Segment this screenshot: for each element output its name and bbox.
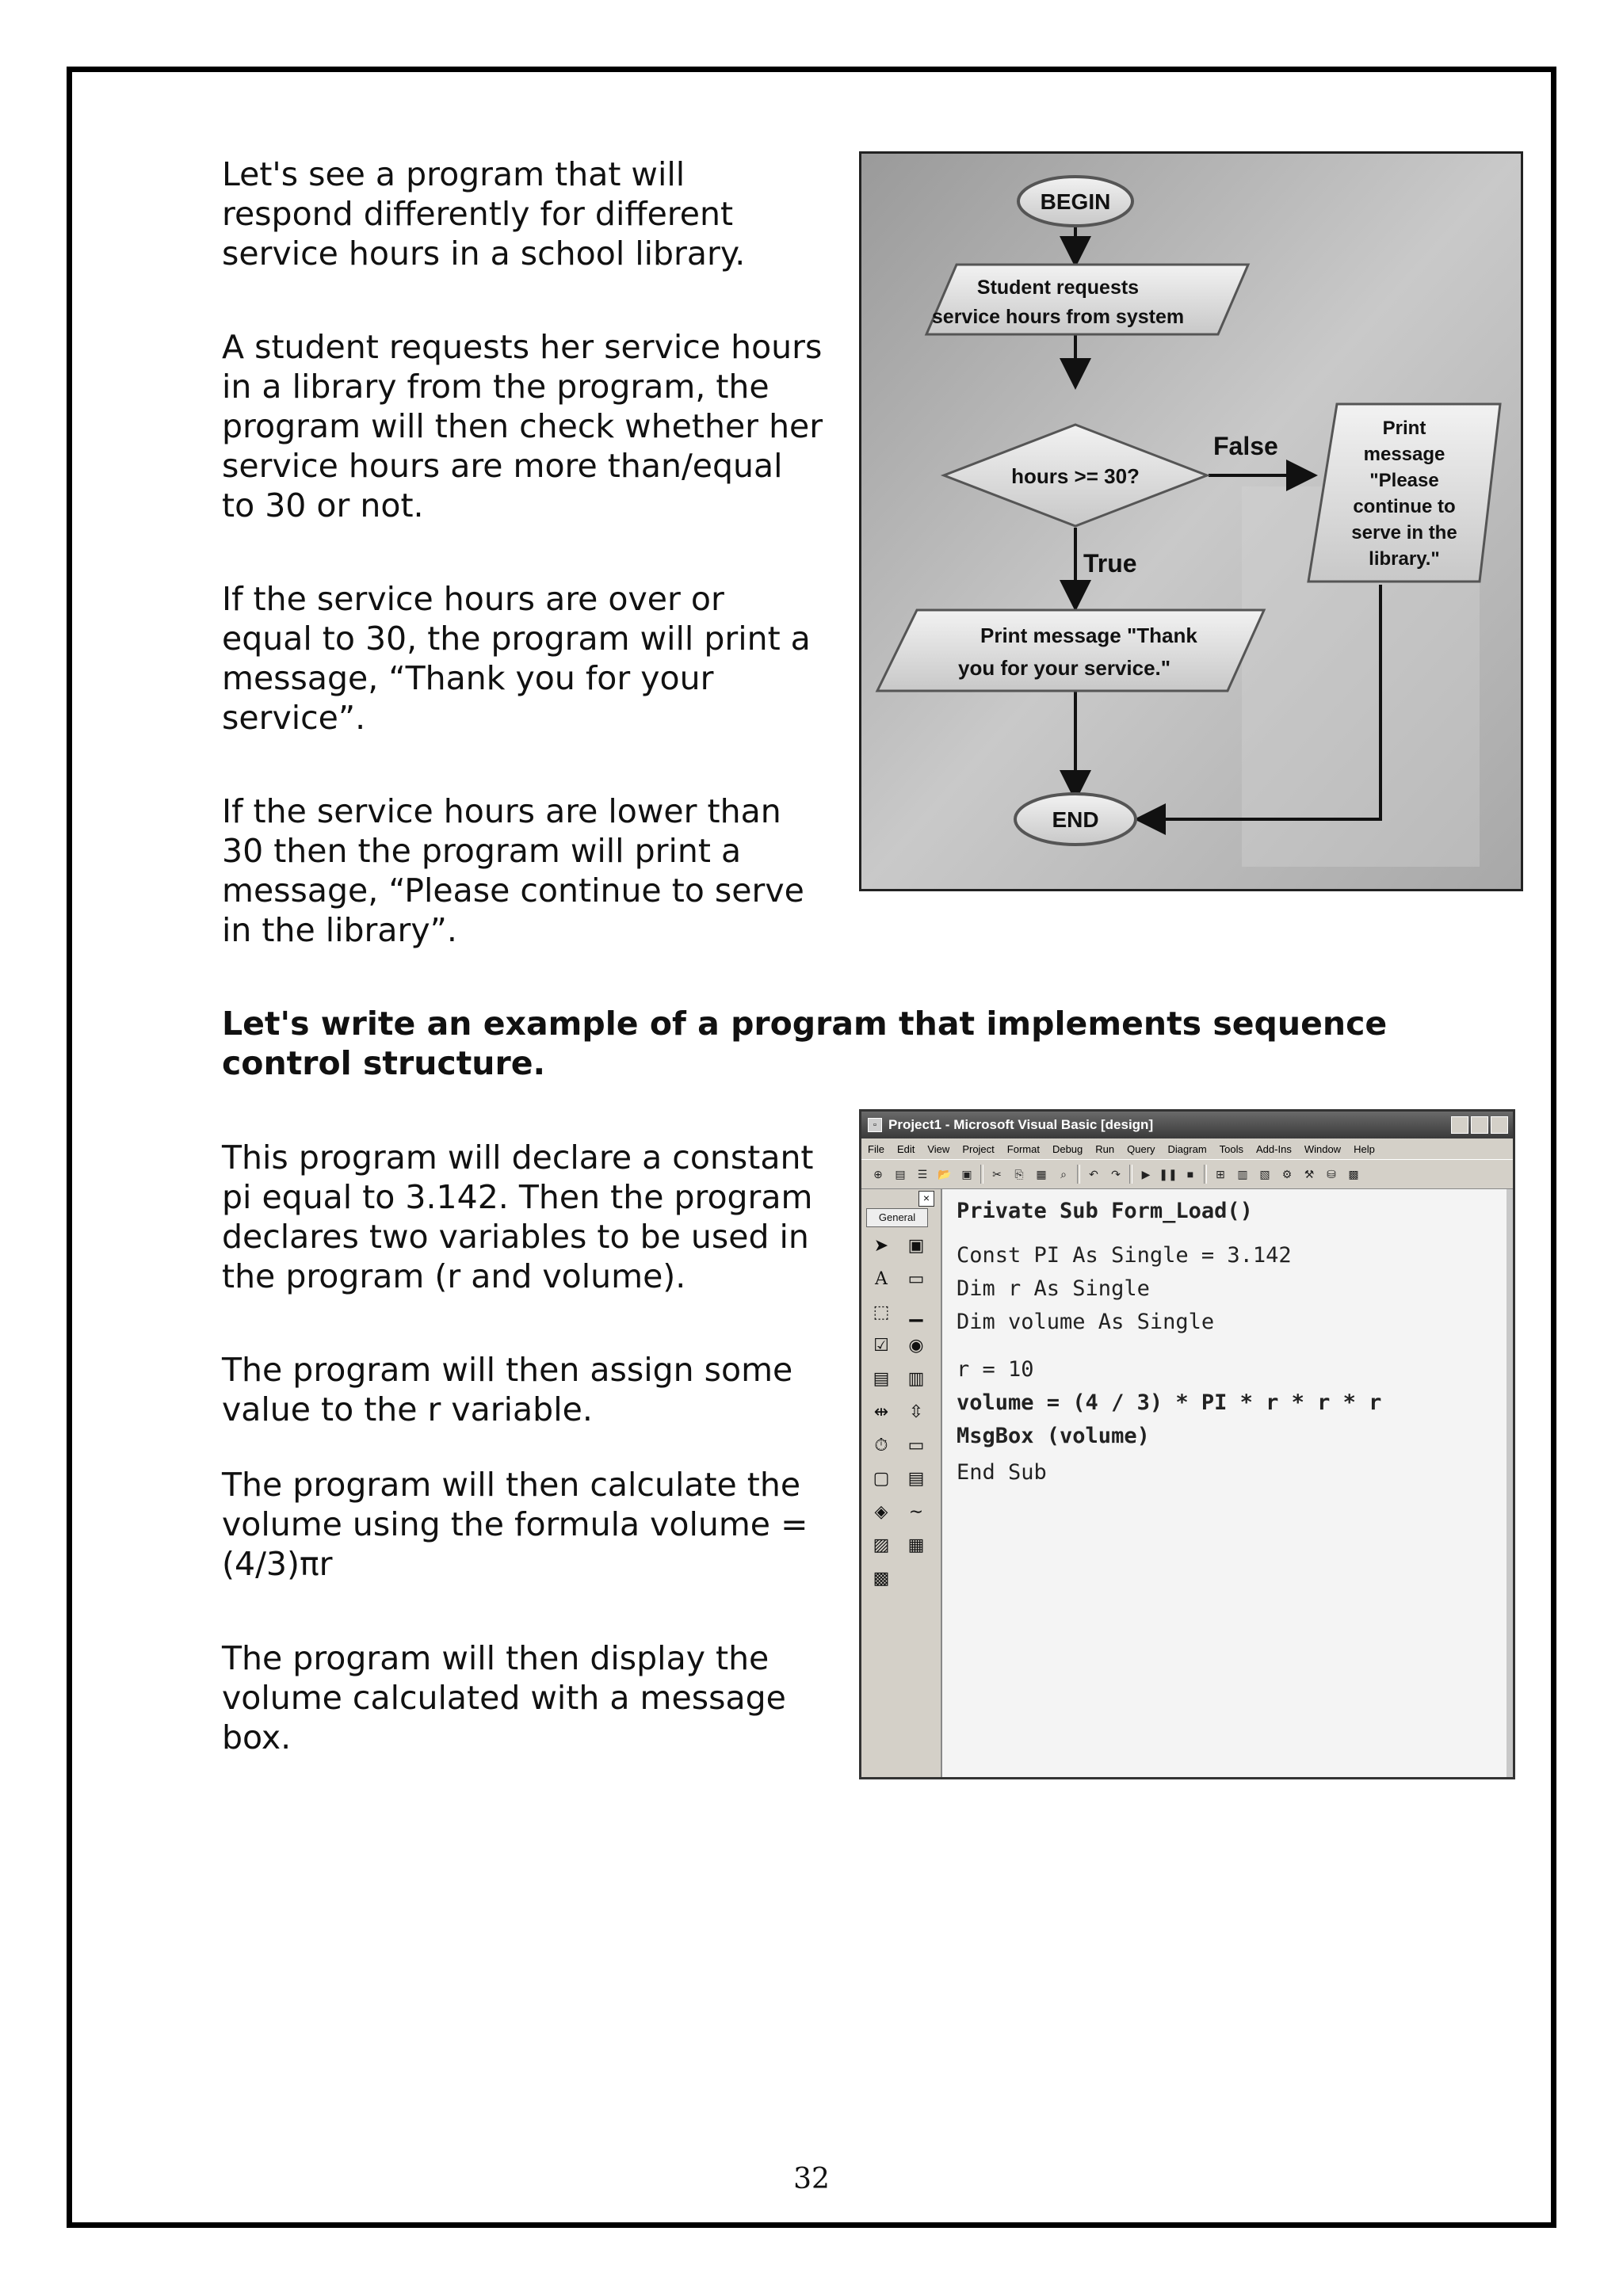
calculate-paragraph [222, 1465, 808, 1584]
vb-menu-bar [861, 1138, 1513, 1159]
code-line: MsgBox (volume) [957, 1424, 1150, 1448]
stop-icon: ■ [1186, 1168, 1194, 1180]
form-layout-icon: ▧ [1259, 1167, 1270, 1180]
optionbutton-icon: ◉ [908, 1335, 924, 1355]
menu-edit: Edit [896, 1142, 915, 1155]
text-line: volume calculated with a message [222, 1679, 786, 1717]
text-line: (4/3)πr [222, 1545, 333, 1583]
code-line: Const PI As Single = 3.142 [957, 1243, 1292, 1268]
save-icon: ▣ [961, 1167, 972, 1180]
input-label-line: service hours from system [931, 306, 1185, 328]
text-line: to 30 or not. [222, 486, 424, 524]
menu-query: Query [1127, 1142, 1155, 1155]
vscrollbar-icon: ⇳ [908, 1402, 924, 1421]
menu-run: Run [1095, 1142, 1115, 1155]
dirlistbox-icon: ▢ [873, 1468, 890, 1488]
print-true-line: you for your service." [958, 656, 1171, 680]
text-line: The program will then assign some [222, 1351, 793, 1389]
text-line: 30 then the program will print a [222, 832, 742, 870]
text-line: If the service hours are lower than [222, 792, 781, 830]
menu-editor-icon: ☰ [917, 1167, 928, 1180]
toolbar-separator [1204, 1165, 1207, 1184]
toolbar-separator [1077, 1165, 1080, 1184]
copy-icon: ⎘ [1014, 1167, 1024, 1180]
picturebox-icon: ▣ [907, 1235, 925, 1255]
print-false-line: continue to [1353, 496, 1456, 517]
component-manager-icon: ▩ [1348, 1167, 1359, 1180]
text-line: box. [222, 1718, 292, 1756]
find-icon: ⌕ [1060, 1167, 1067, 1180]
end-label: END [1052, 807, 1099, 832]
vb-app-icon: ▫ [868, 1118, 882, 1132]
text-line: This program will declare a constant [222, 1138, 814, 1177]
data-icon: ▦ [907, 1535, 925, 1554]
text-line: Let's see a program that will [222, 155, 685, 193]
text-line: A student requests her service hours [222, 328, 823, 366]
menu-diagram: Diagram [1167, 1142, 1207, 1155]
combobox-icon: ▤ [873, 1368, 890, 1388]
text-line: in a library from the program, the [222, 368, 769, 406]
cut-icon: ✂ [992, 1167, 1002, 1180]
project-explorer-icon: ⊞ [1216, 1167, 1225, 1180]
add-project-icon: ⊕ [873, 1167, 883, 1180]
page-number: 32 [793, 2163, 830, 2195]
toolbar-separator [1129, 1165, 1132, 1184]
text-line: value to the r variable. [222, 1390, 593, 1428]
print-false-line: message [1363, 444, 1445, 465]
menu-project: Project [962, 1142, 995, 1155]
close-icon [1491, 1116, 1508, 1134]
declare-paragraph [222, 1138, 814, 1296]
text-line: in the library”. [222, 911, 457, 949]
object-browser-icon: ⚙ [1281, 1167, 1293, 1180]
frame-icon: ⬚ [873, 1302, 890, 1322]
vb-body [861, 1189, 1513, 1777]
listbox-icon: ▥ [907, 1368, 925, 1388]
text-line: service hours in a school library. [222, 235, 746, 273]
text-line: message, “Thank you for your [222, 659, 714, 697]
commandbutton-icon: ▁ [909, 1302, 923, 1322]
menu-view: View [927, 1142, 950, 1155]
menu-tools: Tools [1219, 1142, 1244, 1155]
menu-help: Help [1354, 1142, 1375, 1155]
intro-paragraph [222, 154, 745, 273]
code-line: Dim volume As Single [957, 1310, 1215, 1334]
toolbox-panel [861, 1189, 942, 1777]
shape-icon: ◈ [874, 1501, 888, 1521]
true-label: True [1083, 549, 1137, 578]
checkbox-icon: ☑ [873, 1335, 889, 1355]
label-tool-icon: A [875, 1268, 888, 1289]
redo-icon: ↷ [1111, 1167, 1121, 1180]
toolbox-close-icon: × [918, 1191, 934, 1207]
code-editor [942, 1189, 1513, 1777]
text-line: service hours are more than/equal [222, 447, 783, 485]
false-case-paragraph [222, 791, 804, 950]
print-false-line: "Please [1369, 470, 1439, 491]
vb-ide-screenshot [859, 1109, 1515, 1779]
undo-icon: ↶ [1089, 1167, 1098, 1180]
begin-label: BEGIN [1040, 189, 1111, 214]
pointer-icon: ➤ [873, 1235, 889, 1255]
text-line: volume using the formula volume = [222, 1505, 808, 1543]
hscrollbar-icon: ⇹ [873, 1402, 889, 1421]
window-controls [1451, 1116, 1508, 1134]
menu-debug: Debug [1052, 1142, 1083, 1155]
print-false-line: library." [1369, 548, 1440, 570]
menu-addins: Add-Ins [1256, 1142, 1292, 1155]
text-line: service”. [222, 699, 366, 737]
code-line: volume = (4 / 3) * PI * r * r * r [957, 1390, 1382, 1415]
text-line: If the service hours are over or [222, 580, 724, 618]
heading-line: control structure. [222, 1044, 546, 1082]
false-label: False [1213, 432, 1278, 460]
request-paragraph [222, 327, 823, 525]
text-line: declares two variables to be used in [222, 1218, 809, 1256]
vb-window-title: Project1 - Microsoft Visual Basic [design] [888, 1117, 1154, 1132]
print-true-line: Print message "Thank [980, 624, 1197, 647]
heading-line: Let's write an example of a program that implements sequence [222, 1005, 1388, 1043]
assign-paragraph [222, 1350, 792, 1429]
decision-label: hours >= 30? [1011, 464, 1140, 488]
toolbar-separator [980, 1165, 983, 1184]
toolbox-general-tab: General [866, 1208, 928, 1227]
vb-toolbar [861, 1159, 1513, 1189]
timer-icon: ⏱ [874, 1435, 888, 1455]
code-line: r = 10 [957, 1357, 1034, 1382]
start-icon: ▶ [1141, 1167, 1151, 1180]
text-line: message, “Please continue to serve [222, 871, 804, 910]
text-line: the program (r and volume). [222, 1257, 686, 1295]
print-false-line: Print [1382, 418, 1426, 439]
data-view-icon: ⛁ [1327, 1167, 1336, 1180]
toolbox-icon: ⚒ [1304, 1167, 1315, 1180]
minimize-icon [1451, 1116, 1468, 1134]
ole-icon: ▩ [873, 1568, 890, 1588]
textbox-icon: ▭ [907, 1268, 925, 1288]
menu-format: Format [1006, 1142, 1040, 1155]
menu-file: File [868, 1142, 884, 1155]
pause-icon: ❚❚ [1159, 1167, 1178, 1180]
text-line: pi equal to 3.142. Then the program [222, 1178, 813, 1216]
drivelistbox-icon: ▭ [907, 1435, 925, 1455]
text-line: respond differently for different [222, 195, 734, 233]
vb-title-bar [861, 1112, 1513, 1138]
true-case-paragraph [222, 579, 811, 738]
flowchart-figure [859, 151, 1523, 891]
text-line: program will then check whether her [222, 407, 823, 445]
print-false-line: serve in the [1351, 522, 1457, 543]
section-heading [222, 1004, 1411, 1083]
code-line: Private Sub Form_Load() [957, 1199, 1253, 1223]
properties-icon: ▥ [1237, 1167, 1248, 1180]
input-label-line: Student requests [976, 277, 1140, 299]
open-icon: 📂 [938, 1167, 952, 1180]
code-line: End Sub [957, 1460, 1047, 1485]
maximize-icon [1471, 1116, 1488, 1134]
display-paragraph [222, 1638, 786, 1757]
toolbox-grid [869, 1234, 933, 1598]
code-scrollbar [1507, 1189, 1513, 1777]
flowchart-svg [861, 154, 1521, 889]
text-line: The program will then display the [222, 1639, 769, 1677]
add-form-icon: ▤ [895, 1167, 906, 1180]
image-icon: ▨ [873, 1535, 890, 1554]
menu-window: Window [1304, 1142, 1342, 1155]
paste-icon: ▦ [1036, 1167, 1047, 1180]
text-line: equal to 30, the program will print a [222, 620, 811, 658]
text-line: The program will then calculate the [222, 1466, 801, 1504]
filelistbox-icon: ▤ [907, 1468, 925, 1488]
code-line: Dim r As Single [957, 1276, 1150, 1301]
line-icon: ∼ [908, 1501, 924, 1521]
